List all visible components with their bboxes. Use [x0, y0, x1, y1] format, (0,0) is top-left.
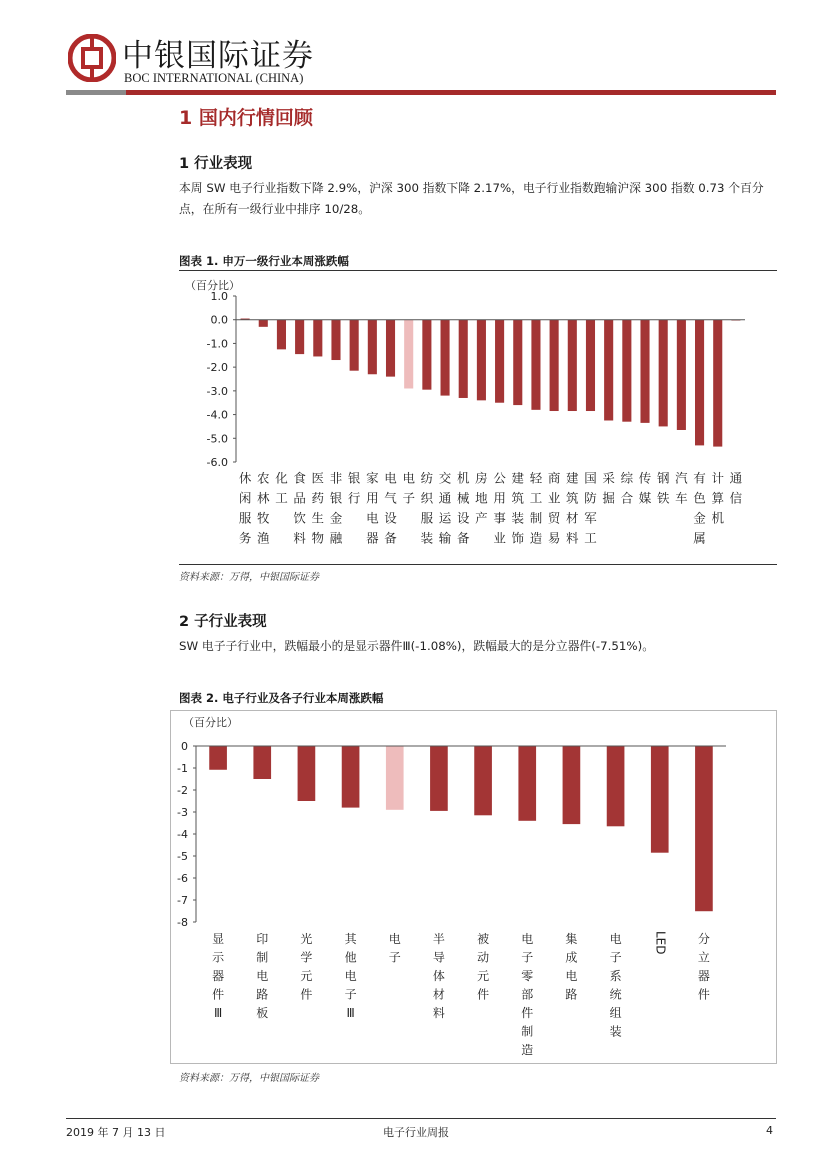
x-tick-label: 建筑装饰 [511, 470, 525, 546]
bar [622, 320, 631, 422]
x-tick-label: 传媒 [638, 470, 652, 506]
header-rule-grey [66, 90, 126, 95]
x-tick-label: 有色金属 [693, 470, 706, 546]
bar [531, 320, 540, 410]
x-tick-label: 综合 [620, 470, 634, 506]
bar [259, 320, 268, 327]
x-tick-label: 汽车 [675, 470, 688, 506]
bar [568, 320, 577, 411]
x-tick-label: 交通运输 [438, 470, 452, 546]
y-tick-label: -3 [177, 806, 188, 819]
x-tick-label: 半导体材料 [432, 932, 445, 1020]
x-tick-label: 计算机 [711, 470, 724, 526]
x-tick-label: 钢铁 [656, 470, 670, 506]
x-tick-label: 电子系统组装 [609, 932, 622, 1039]
y-tick-label: -8 [177, 916, 188, 929]
y-tick-label: -6 [177, 872, 188, 885]
x-tick-label: 被动元件 [477, 932, 490, 1002]
section-title: 1 国内行情回顾 [179, 107, 313, 129]
x-tick-label: 电气设备 [384, 470, 397, 546]
page-number: 4 [766, 1124, 773, 1137]
bar [604, 320, 613, 421]
bar [677, 320, 686, 430]
x-tick-label: 显示器件 Ⅲ [212, 932, 225, 1020]
bar [640, 320, 649, 423]
bar [563, 746, 581, 824]
bar [518, 746, 536, 821]
x-tick-label: 电子 [388, 932, 401, 965]
brand-name-en: BOC INTERNATIONAL (CHINA) [124, 71, 304, 85]
x-tick-label: 国防军工 [584, 470, 597, 546]
bar [368, 320, 377, 375]
chart2 [171, 711, 776, 1063]
y-tick-label: -5.0 [206, 432, 228, 446]
bar [695, 320, 704, 446]
bar [477, 320, 486, 401]
bar [350, 320, 359, 371]
bar [298, 746, 316, 801]
x-tick-label: 通信 [729, 470, 743, 506]
figure2-source: 资料来源：万得，中银国际证券 [179, 1073, 319, 1084]
x-tick-label: 电子零部件制造 [521, 932, 534, 1057]
bar [607, 746, 625, 826]
figure1-bottom-rule [179, 564, 777, 565]
y-tick-label: 1.0 [210, 290, 228, 303]
y-tick-label: -5 [177, 850, 188, 863]
y-tick-label: -4.0 [206, 408, 228, 422]
bank-logo-icon [68, 34, 116, 82]
x-tick-label: 房地产 [475, 470, 488, 526]
x-tick-label: 食品饮料 [293, 470, 306, 546]
figure1-source: 资料来源：万得，中银国际证券 [179, 572, 319, 583]
bar [209, 746, 227, 770]
x-tick-label: 机械设备 [456, 470, 470, 546]
bar [513, 320, 522, 405]
y-tick-label: -2 [177, 784, 188, 797]
figure2-title: 图表 2. 电子行业及各子行业本周涨跌幅 [179, 691, 384, 705]
bar [586, 320, 595, 411]
y-axis-label: （百分比） [183, 716, 238, 729]
y-tick-label: 0 [181, 740, 188, 753]
bar [441, 320, 450, 396]
paragraph-sub-industry: SW 电子子行业中，跌幅最小的是显示器件Ⅲ(-1.08%)，跌幅最大的是分立器件(-7.51%)。 [179, 639, 655, 653]
bar [253, 746, 271, 779]
bar [495, 320, 504, 403]
bar [331, 320, 340, 360]
bar [430, 746, 448, 811]
paragraph-industry: 本周 SW 电子行业指数下降 2.9%，沪深 300 指数下降 2.17%，电子行业指数跑输沪深 300 指数 0.73 个百分点，在所有一级行业中排序 10/28。 [179, 181, 764, 216]
y-tick-label: -6.0 [206, 456, 228, 469]
bar [659, 320, 668, 427]
x-tick-label: 印制电路板 [256, 932, 269, 1020]
bar [459, 320, 468, 398]
y-tick-label: -2.0 [206, 361, 228, 375]
x-tick-label: 分立器件 [697, 932, 710, 1002]
x-tick-label: 纺织服装 [420, 470, 434, 546]
x-tick-label: 农林牧渔 [257, 470, 270, 546]
bar [422, 320, 431, 390]
x-tick-label: 化工 [275, 470, 288, 506]
bar [713, 320, 722, 447]
y-tick-label: -7 [177, 894, 188, 907]
x-tick-label: 非银金融 [329, 470, 343, 546]
bar [550, 320, 559, 411]
y-tick-label: -4 [177, 828, 188, 841]
bar [342, 746, 360, 808]
x-tick-label: 建筑材料 [566, 470, 579, 546]
x-tick-label: 商业贸易 [547, 470, 561, 546]
bar [386, 746, 404, 810]
x-tick-label: 光学元件 [300, 932, 313, 1002]
figure1-top-rule [179, 270, 777, 271]
x-tick-label: 银行 [347, 470, 361, 506]
bar [295, 320, 304, 354]
x-tick-label: LED [653, 931, 668, 955]
header-rule-red [126, 90, 776, 95]
bar [695, 746, 713, 911]
y-tick-label: -3.0 [206, 384, 228, 398]
x-tick-label: 电子 [402, 470, 415, 506]
x-tick-label: 公用事业 [493, 470, 506, 546]
bar [386, 320, 395, 377]
y-axis-label: （百分比） [185, 279, 240, 292]
brand-name-cn: 中银国际证券 [122, 38, 314, 74]
bar [651, 746, 669, 853]
x-tick-label: 休闲服务 [238, 470, 252, 546]
bar [404, 320, 413, 389]
x-tick-label: 集成电路 [565, 932, 578, 1002]
bar [313, 320, 322, 357]
x-tick-label: 家用电器 [366, 470, 379, 546]
x-tick-label: 轻工制造 [529, 470, 543, 546]
x-tick-label: 采掘 [602, 470, 615, 506]
y-tick-label: -1.0 [206, 337, 228, 351]
bar [474, 746, 492, 815]
subsection-title-industry: 1 行业表现 [179, 156, 253, 172]
bar [277, 320, 286, 350]
footer-title: 电子行业周报 [383, 1126, 449, 1139]
x-tick-label: 其他电子 Ⅲ [344, 932, 357, 1020]
footer-rule [66, 1118, 776, 1119]
y-tick-label: 0.0 [210, 313, 228, 327]
subsection-title-sub-industry: 2 子行业表现 [179, 614, 267, 630]
footer-date: 2019 年 7 月 13 日 [66, 1126, 166, 1139]
figure1-title: 图表 1. 申万一级行业本周涨跌幅 [179, 254, 349, 268]
chart1 [179, 272, 777, 562]
y-tick-label: -1 [177, 762, 188, 775]
x-tick-label: 医药生物 [311, 470, 325, 546]
